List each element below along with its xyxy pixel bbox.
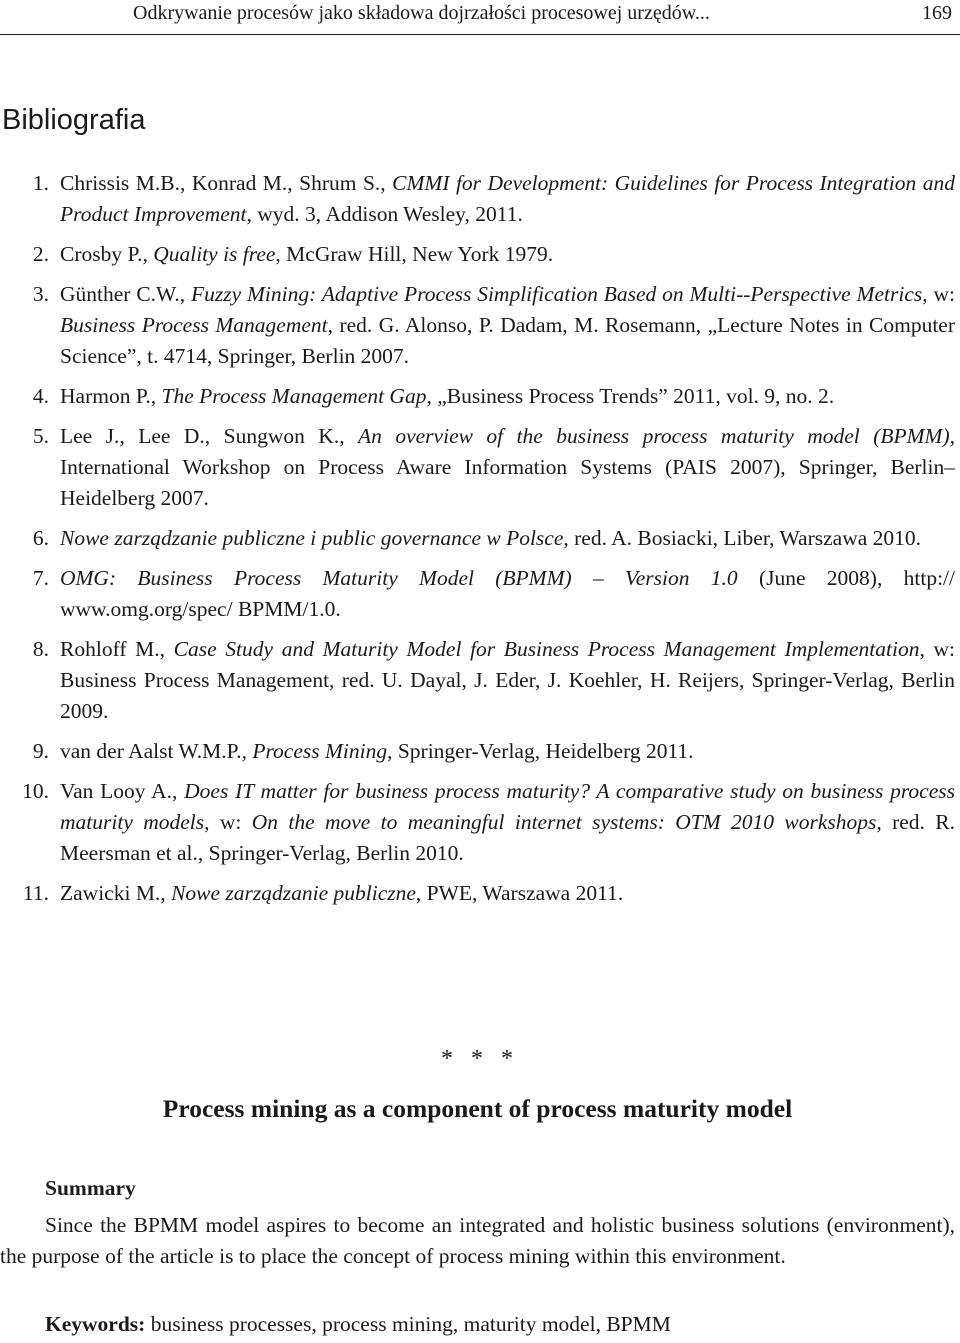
bibliography-heading: Bibliografia (2, 104, 146, 136)
bibliography-item-text: , red. R. Meersman et al., Springer-Verlag, Berlin 2010. (60, 810, 956, 865)
bibliography-item-title: Process Mining (252, 739, 388, 763)
bibliography-item-title: OMG: Business Process Maturity Model (BPMM) – Version 1.0 (60, 566, 738, 590)
bibliography-item-number: 7. (32, 566, 49, 590)
bibliography-item-text: Crosby P., (60, 242, 154, 266)
bibliography-item-number: 5. (32, 424, 49, 448)
running-header (0, 0, 960, 35)
bibliography-item (0, 523, 955, 554)
bibliography-item-number: 8. (32, 637, 49, 661)
section-separator: * * * (441, 1046, 519, 1072)
bibliography-item-title: Nowe zarządzanie publiczne i public governance w Polsce (60, 526, 564, 550)
bibliography-item-text: , International Workshop on Process Aware Information Systems (PAIS 2007), Springer, Berlin–Heidelberg 2007. (60, 424, 955, 510)
bibliography-item-number: 1. (32, 171, 49, 195)
bibliography-item (0, 381, 955, 412)
bibliography-list (0, 168, 955, 918)
bibliography-item-title: CMMI for Development: Guidelines for Process Integration and Product Improvement (60, 171, 955, 226)
article-title: Process mining as a component of process maturity model (162, 1094, 793, 1123)
bibliography-item (0, 634, 955, 727)
bibliography-item-title: The Process Management Gap (161, 384, 427, 408)
bibliography-item-number: 2. (32, 242, 49, 266)
bibliography-item-title: Does IT matter for business process maturity? A comparative study on business process maturity models (60, 779, 955, 834)
bibliography-item (0, 776, 955, 869)
bibliography-item (0, 421, 955, 514)
bibliography-item-text: van der Aalst W.M.P., (60, 739, 253, 763)
bibliography-item-number: 6. (32, 526, 49, 550)
bibliography-item-text: , McGraw Hill, New York 1979. (275, 242, 554, 266)
bibliography-item-title: On the move to meaningful internet systems: OTM 2010 workshops (251, 810, 877, 834)
bibliography-item-text: , Springer-Verlag, Heidelberg 2011. (387, 739, 694, 763)
bibliography-item-text: , „Business Process Trends” 2011, vol. 9, no. 2. (426, 384, 835, 408)
bibliography-item-text: , w: Business Process Management, red. U. Dayal, J. Eder, J. Koehler, H. Reijers, Springer-Verlag, Berlin 2009. (60, 637, 955, 723)
keywords-text: business processes, process mining, maturity model, BPMM (145, 1312, 671, 1336)
bibliography-item-text: (June 2008), http:// www.omg.org/spec/ BPMM/1.0. (60, 566, 955, 621)
bibliography-item-title: Quality is free (153, 242, 276, 266)
bibliography-item-number: 4. (32, 384, 49, 408)
bibliography-item-number: 9. (32, 739, 49, 763)
keywords (45, 1312, 671, 1337)
summary-heading: Summary (45, 1176, 136, 1200)
bibliography-item-text: , w: (204, 810, 252, 834)
bibliography-item-text: , PWE, Warszawa 2011. (415, 881, 624, 905)
bibliography-item (0, 239, 955, 270)
running-header-title: Odkrywanie procesów jako składowa dojrzałości procesowej urzędów... (133, 2, 710, 24)
bibliography-item-text: Günther C.W., (60, 282, 191, 306)
bibliography-item-text: , red. G. Alonso, P. Dadam, M. Rosemann, „Lecture Notes in Computer Science”, t. 4714, Springer, Berlin 2007. (60, 313, 955, 368)
bibliography-item-text: Harmon P., (60, 384, 162, 408)
summary-text: Since the BPMM model aspires to become an integrated and holistic business solutions (environment), the purpose of the article is to place the concept of process mining within this environment. (0, 1213, 955, 1268)
bibliography-item-title: An overview of the business process maturity model (BPMM) (358, 424, 950, 448)
bibliography-item (0, 168, 955, 230)
bibliography-item-title: Case Study and Maturity Model for Business Process Management Implementation (173, 637, 920, 661)
bibliography-item-title: Business Process Management (60, 313, 328, 337)
page-number: 169 (922, 2, 952, 24)
bibliography-item-text: Zawicki M., (60, 881, 172, 905)
bibliography-item-title: Nowe zarządzanie publiczne (171, 881, 416, 905)
bibliography-item-text: Rohloff M., (60, 637, 174, 661)
bibliography-item-number: 11. (22, 881, 49, 905)
bibliography-item (0, 279, 955, 372)
bibliography-item-number: 3. (32, 282, 49, 306)
bibliography-item-text: Lee J., Lee D., Sungwon K., (60, 424, 359, 448)
keywords-label: Keywords: (45, 1312, 146, 1336)
bibliography-item (0, 736, 955, 767)
bibliography-item-text: Van Looy A., (60, 779, 185, 803)
bibliography-item-text: Chrissis M.B., Konrad M., Shrum S., (60, 171, 393, 195)
bibliography-item (0, 563, 955, 625)
bibliography-item-text: , red. A. Bosiacki, Liber, Warszawa 2010. (563, 526, 922, 550)
bibliography-item-text: , w: (922, 282, 955, 306)
bibliography-item-number: 10. (22, 779, 49, 803)
bibliography-item (0, 878, 955, 909)
bibliography-item-title: Fuzzy Mining: Adaptive Process Simplification Based on Multi--Perspective Metrics (190, 282, 923, 306)
bibliography-item-text: , wyd. 3, Addison Wesley, 2011. (246, 202, 523, 226)
